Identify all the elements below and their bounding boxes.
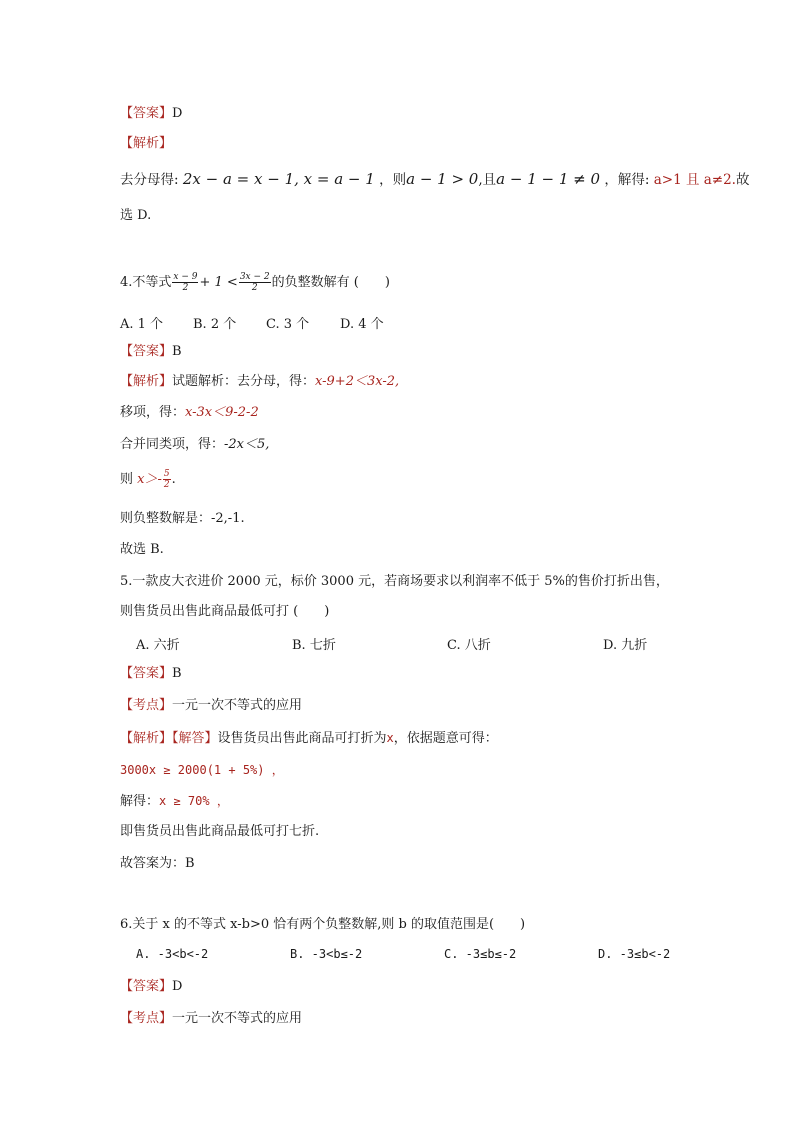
analysis-text: 设售货员出售此商品可打折为	[217, 731, 387, 746]
q5-stem-line-2: 则售货员出售此商品最低可打 ( )	[120, 604, 330, 619]
q4-analysis-line-4	[120, 469, 176, 490]
q5-option-a: A. 六折	[136, 638, 180, 653]
analysis-text: 移项，得：	[120, 405, 186, 420]
solution-and: ,且	[478, 172, 497, 188]
q6-answer-line	[120, 978, 182, 996]
analysis-math: x＞-	[137, 472, 162, 487]
analysis-tag: 【解析】	[120, 374, 173, 389]
q5-conclusion: 即售货员出售此商品最低可打七折.	[120, 824, 320, 839]
q4-analysis-line-1	[120, 373, 399, 391]
q4-option-d: D. 4 个	[340, 317, 384, 332]
solution-condition-2: a − 1 − 1 ≠ 0	[496, 170, 601, 188]
point-value: 一元一次不等式的应用	[172, 1011, 303, 1026]
point-value: 一元一次不等式的应用	[172, 698, 303, 713]
q4-answer-line	[120, 343, 182, 361]
solution-tail-1: 故	[735, 172, 750, 188]
q5-equation-2	[120, 792, 229, 811]
q4-option-c: C. 3 个	[266, 317, 310, 332]
answer-value: B	[172, 344, 182, 359]
q4-suffix: 的负整数解有 ( )	[271, 275, 390, 290]
analysis-text: 合并同类项，得：	[120, 437, 225, 452]
solution-get: ，解得:	[604, 172, 650, 188]
solution-tail-2: 选 D.	[120, 208, 152, 223]
analysis-fraction	[163, 469, 171, 490]
analysis-text: 则	[120, 472, 134, 487]
analysis-math: x ≥ 70% ，	[159, 794, 229, 808]
q4-middle: + 1 <	[199, 275, 238, 290]
q3-answer-line	[120, 105, 182, 123]
fraction-denominator: 2	[182, 283, 189, 293]
analysis-text: 试题解析：去分母，得：	[172, 374, 316, 389]
q5-option-b: B. 七折	[292, 638, 336, 653]
answer-value: B	[172, 666, 182, 681]
answer-tag: 【答案】	[120, 344, 173, 359]
q5-analysis-line	[120, 729, 498, 748]
q5-equation-1: 3000x ≥ 2000(1 + 5%) ，	[120, 763, 284, 777]
q4-analysis-line-3	[120, 436, 269, 454]
analysis-math: x-3x＜9-2-2	[185, 405, 259, 420]
fraction-numerator: x − 9	[173, 272, 198, 282]
q4-prefix: 4.不等式	[120, 275, 172, 290]
q5-option-d: D. 九折	[603, 638, 648, 653]
analysis-tag: 【解析】【解答】	[120, 731, 218, 746]
answer-tag: 【答案】	[120, 106, 173, 121]
analysis-tag: 【解析】	[120, 136, 173, 151]
q6-stem: 6.关于 x 的不等式 x-b>0 恰有两个负整数解,则 b 的取值范围是( )	[120, 917, 526, 932]
fraction-numerator: 3x − 2	[239, 272, 270, 282]
solution-result: a>1 且 a≠2.	[653, 172, 736, 188]
q5-stem-line-1: 5.一款皮大衣进价 2000 元，标价 3000 元，若商场要求以利润率不低于 5%的售价打折出售，	[120, 574, 669, 589]
q6-option-c: C. -3≤b≤-2	[444, 947, 517, 961]
q5-answer-line	[120, 665, 182, 683]
q5-final: 故答案为：B	[120, 856, 195, 871]
q6-option-b: B. -3<b≤-2	[290, 947, 363, 961]
solution-then: ，则	[379, 172, 407, 188]
q4-option-b: B. 2 个	[193, 317, 237, 332]
fraction-numerator: 5	[163, 469, 170, 479]
q4-analysis-line-6: 故选 B.	[120, 542, 164, 557]
q5-option-c: C. 八折	[447, 638, 491, 653]
solution-prefix: 去分母得:	[120, 172, 179, 188]
q4-stem	[120, 272, 390, 293]
answer-value: D	[172, 106, 183, 121]
analysis-variable: x	[386, 731, 394, 745]
analysis-text: 解得：	[120, 794, 160, 809]
solution-condition-1: a − 1 > 0	[406, 170, 479, 188]
fraction-denominator: 2	[251, 283, 258, 293]
point-tag: 【考点】	[120, 698, 173, 713]
q3-solution-line	[120, 170, 749, 189]
q3-solution-end	[120, 207, 151, 225]
q3-analysis-tag	[120, 135, 172, 153]
q6-option-a: A. -3<b<-2	[136, 947, 209, 961]
analysis-end: .	[171, 472, 176, 487]
analysis-tail: ，依据题意可得：	[393, 731, 498, 746]
answer-tag: 【答案】	[120, 666, 173, 681]
q4-option-a: A. 1 个	[120, 317, 164, 332]
q4-analysis-line-5: 则负整数解是：-2,-1.	[120, 511, 245, 526]
q5-point-line	[120, 697, 302, 715]
analysis-math: x-9+2＜3x-2,	[315, 374, 400, 389]
point-tag: 【考点】	[120, 1011, 173, 1026]
q4-fraction-2	[239, 272, 271, 293]
analysis-math: -2x＜5,	[224, 437, 270, 452]
answer-tag: 【答案】	[120, 979, 173, 994]
q4-fraction-1	[172, 272, 198, 293]
solution-equation: 2x − a = x − 1, x = a − 1	[182, 170, 375, 188]
fraction-denominator: 2	[163, 480, 170, 490]
answer-value: D	[172, 979, 183, 994]
q6-point-line	[120, 1010, 302, 1028]
q6-option-d: D. -3≤b<-2	[598, 947, 671, 961]
q4-analysis-line-2	[120, 404, 259, 422]
